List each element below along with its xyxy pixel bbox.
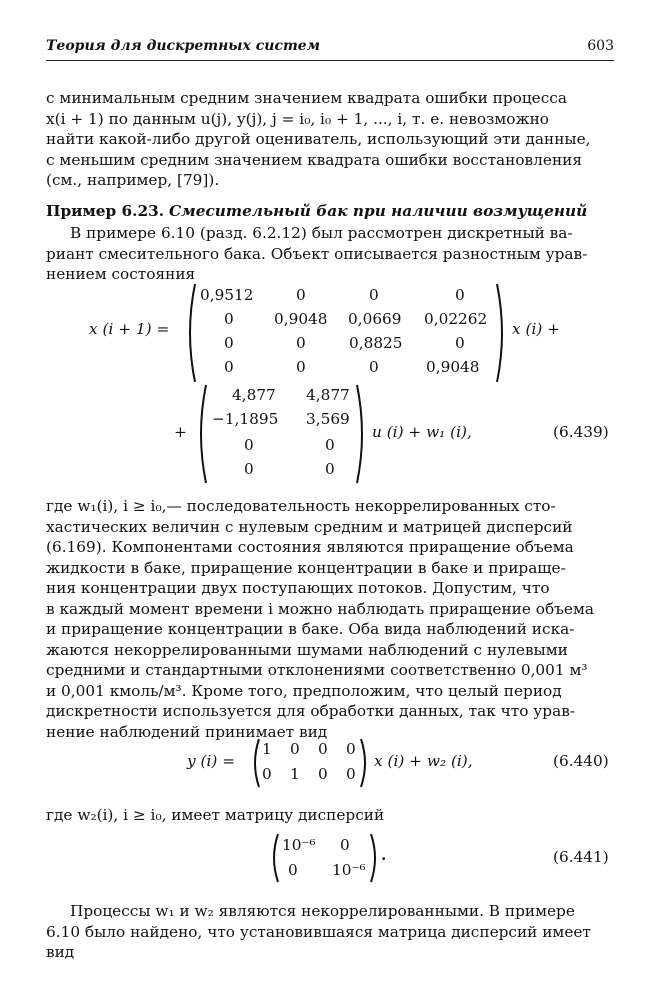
matrix-cell: 0 (224, 334, 234, 352)
left-paren (268, 832, 280, 884)
paragraph-3 (46, 496, 614, 742)
text-line: в каждый момент времени i можно наблюдать приращение объема (46, 599, 594, 618)
matrix-cell: 0,9048 (274, 310, 328, 328)
matrix-cell: 0 (346, 765, 356, 783)
right-paren (369, 832, 381, 884)
example-title: Смесительный бак при наличии возмущений (169, 202, 588, 220)
text-line: с минимальным средним значением квадрата ошибки процесса (46, 89, 567, 107)
right-paren (355, 383, 369, 485)
matrix-cell: 0 (296, 358, 306, 376)
left-paren (183, 282, 197, 384)
matrix-cell: 0 (369, 286, 379, 304)
matrix-cell: 0,9512 (200, 286, 254, 304)
text-line: (см., например, [79]). (46, 171, 220, 189)
matrix-cell: 0 (318, 740, 328, 758)
matrix-cell: 0,0669 (348, 310, 402, 328)
text-line: и приращение концентрации в баке. Оба вида наблюдений иска- (46, 620, 575, 638)
right-paren (495, 282, 509, 384)
example-number: Пример 6.23. (46, 202, 165, 220)
text-line: средними и стандартными отклонениями соответственно 0,001 м³ (46, 661, 588, 679)
text-line: ния концентрации двух поступающих потоков. Допустим, что (46, 579, 550, 597)
matrix-cell: 0 (262, 765, 272, 783)
matrix-cell: 0 (244, 460, 254, 478)
page-number: 603 (587, 38, 614, 54)
text-line: нение наблюдений принимает вид (46, 722, 328, 741)
text-line: жидкости в баке, приращение концентрации в баке и прираще- (46, 558, 566, 577)
matrix-cell: 0 (288, 861, 298, 879)
matrix-cell: 0 (325, 436, 335, 454)
paragraph-5 (46, 901, 614, 963)
equation-number: (6.439) (553, 423, 609, 441)
matrix-cell: −1,1895 (212, 410, 279, 428)
equation-number: (6.440) (553, 752, 609, 770)
plus-sign: + (174, 423, 187, 441)
text-line: x(i + 1) по данным u(j), y(j), j = i₀, i₀ + 1, ..., i, т. е. невозможно (46, 109, 549, 128)
equation-period: . (381, 846, 387, 864)
text-line: хастических величин с нулевым средним и матрицей дисперсий (46, 517, 573, 536)
running-title: Теория для дискретных систем (46, 38, 320, 54)
text-line: В примере 6.10 (разд. 6.2.12) был рассмотрен дискретный ва- (70, 224, 573, 242)
text-line: Процессы w₁ и w₂ являются некоррелированными. В примере (70, 902, 575, 920)
matrix-cell: 0 (224, 310, 234, 328)
text-line: жаются некоррелированными шумами наблюдений с нулевыми (46, 640, 568, 659)
matrix-cell: 0 (346, 740, 356, 758)
matrix-cell: 0 (290, 740, 300, 758)
matrix-cell: 3,569 (306, 410, 350, 428)
equation-term: u (i) + w₁ (i), (372, 423, 472, 441)
matrix-cell: 4,877 (232, 386, 276, 404)
matrix-cell: 0 (224, 358, 234, 376)
matrix-cell: 0,8825 (349, 334, 403, 352)
paragraph-4 (46, 805, 614, 826)
matrix-cell: 0 (455, 286, 465, 304)
equation-number: (6.441) (553, 848, 609, 866)
matrix-cell: 0 (296, 286, 306, 304)
text-line: (6.169). Компонентами состояния являются приращение объема (46, 538, 574, 556)
running-header (46, 36, 614, 61)
matrix-cell: 0 (369, 358, 379, 376)
equation-term: x (i) + (512, 320, 560, 338)
text-line: 6.10 было найдено, что установившаяся матрица дисперсий имеет (46, 922, 591, 941)
matrix-cell: 0 (455, 334, 465, 352)
matrix-cell: 0,02262 (424, 310, 488, 328)
matrix-cell: 1 (262, 740, 272, 758)
matrix-cell: 0 (296, 334, 306, 352)
matrix-cell: 0 (318, 765, 328, 783)
matrix-cell: 10⁻⁶ (282, 836, 316, 854)
equation-lhs: x (i + 1) = (89, 320, 170, 338)
matrix-cell: 0 (244, 436, 254, 454)
text-line: где w₁(i), i ≥ i₀,— последовательность некоррелированных сто- (46, 497, 556, 515)
paragraph-2 (46, 223, 614, 285)
right-paren (359, 737, 371, 789)
text-line: риант смесительного бака. Объект описывается разностным урав- (46, 244, 588, 263)
left-paren (194, 383, 208, 485)
text-line: вид (46, 943, 75, 961)
text-line: где w₂(i), i ≥ i₀, имеет матрицу дисперсий (46, 806, 385, 824)
text-line: дискретности используется для обработки данных, так что урав- (46, 702, 575, 720)
matrix-cell: 0,9048 (426, 358, 480, 376)
text-line: и 0,001 кмоль/м³. Кроме того, предположим, что целый период (46, 681, 562, 700)
paragraph-1 (46, 88, 614, 191)
matrix-cell: 0 (325, 460, 335, 478)
text-line: нением состояния (46, 265, 196, 283)
example-heading (46, 202, 587, 220)
text-line: с меньшим средним значением квадрата ошибки восстановления (46, 150, 582, 169)
matrix-cell: 0 (340, 836, 350, 854)
matrix-cell: 4,877 (306, 386, 350, 404)
equation-term: x (i) + w₂ (i), (374, 752, 473, 770)
left-paren (249, 737, 261, 789)
matrix-cell: 1 (290, 765, 300, 783)
text-line: найти какой-либо другой оцениватель, использующий эти данные, (46, 130, 591, 148)
matrix-cell: 10⁻⁶ (332, 861, 366, 879)
equation-lhs: y (i) = (187, 752, 236, 770)
